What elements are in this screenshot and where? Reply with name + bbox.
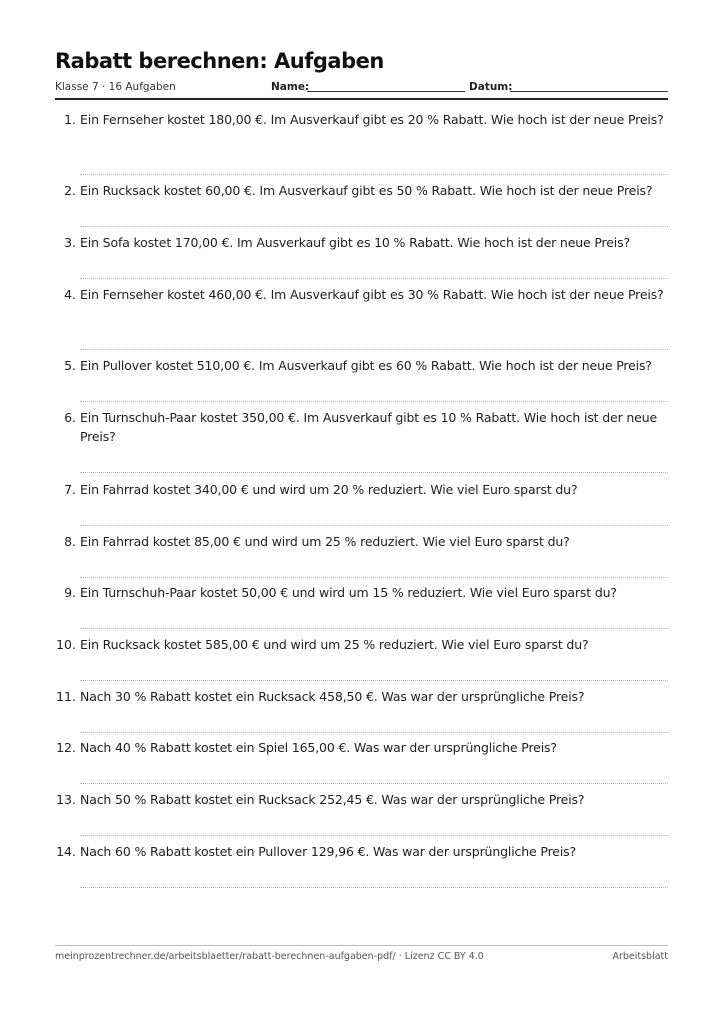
task-number: 1. [64, 112, 76, 127]
task-text: Nach 30 % Rabatt kostet ein Rucksack 458,50 €. Was war der ursprüngliche Preis? [80, 689, 585, 704]
answer-line[interactable] [80, 680, 668, 681]
task-number: 12. [56, 740, 76, 755]
answer-line[interactable] [80, 783, 668, 784]
worksheet [55, 0, 668, 1024]
date-label: Datum: [469, 81, 513, 93]
task-text: Ein Rucksack kostet 60,00 €. Im Ausverkauf gibt es 50 % Rabatt. Wie hoch ist der neue Preis? [80, 183, 653, 198]
answer-line[interactable] [80, 349, 668, 350]
task-number: 5. [64, 358, 76, 373]
answer-line[interactable] [80, 525, 668, 526]
task-number: 9. [64, 585, 76, 600]
task-text: Ein Pullover kostet 510,00 €. Im Ausverkauf gibt es 60 % Rabatt. Wie hoch ist der neue Preis? [80, 358, 652, 373]
footer-label: Arbeitsblatt [612, 951, 668, 962]
task-number: 2. [64, 183, 76, 198]
answer-line[interactable] [80, 174, 668, 175]
page-title: Rabatt berechnen: Aufgaben [55, 49, 384, 73]
task-text: Ein Fahrrad kostet 340,00 € und wird um 20 % reduziert. Wie viel Euro sparst du? [80, 482, 578, 497]
date-field[interactable] [510, 91, 668, 92]
task-number: 8. [64, 534, 76, 549]
footer-source: meinprozentrechner.de/arbeitsblaetter/rabatt-berechnen-aufgaben-pdf/ · Lizenz CC BY 4.0 [55, 951, 484, 962]
name-field[interactable] [307, 91, 465, 92]
task-text: Nach 50 % Rabatt kostet ein Rucksack 252,45 €. Was war der ursprüngliche Preis? [80, 792, 585, 807]
task-number: 10. [56, 637, 76, 652]
task-text: Nach 60 % Rabatt kostet ein Pullover 129,96 €. Was war der ursprüngliche Preis? [80, 844, 576, 859]
task-number: 6. [64, 410, 76, 425]
task-number: 14. [56, 844, 76, 859]
task-number: 3. [64, 235, 76, 250]
answer-line[interactable] [80, 401, 668, 402]
answer-line[interactable] [80, 278, 668, 279]
name-label: Name: [271, 81, 310, 93]
task-number: 7. [64, 482, 76, 497]
task-number: 11. [56, 689, 76, 704]
task-text: Nach 40 % Rabatt kostet ein Spiel 165,00 €. Was war der ursprüngliche Preis? [80, 740, 557, 755]
answer-line[interactable] [80, 226, 668, 227]
worksheet-subtitle: Klasse 7 · 16 Aufgaben [55, 81, 176, 93]
task-text: Ein Fernseher kostet 460,00 €. Im Ausverkauf gibt es 30 % Rabatt. Wie hoch ist der neue Preis? [80, 287, 664, 302]
answer-line[interactable] [80, 835, 668, 836]
answer-line[interactable] [80, 472, 668, 473]
answer-line[interactable] [80, 887, 668, 888]
task-number: 4. [64, 287, 76, 302]
worksheet-meta [55, 80, 668, 96]
answer-line[interactable] [80, 577, 668, 578]
task-text: Ein Turnschuh-Paar kostet 350,00 €. Im Ausverkauf gibt es 10 % Rabatt. Wie hoch ist der neue Preis? [80, 410, 658, 444]
task-text: Ein Sofa kostet 170,00 €. Im Ausverkauf gibt es 10 % Rabatt. Wie hoch ist der neue Preis? [80, 235, 630, 250]
task-text: Ein Rucksack kostet 585,00 € und wird um 25 % reduziert. Wie viel Euro sparst du? [80, 637, 589, 652]
task-text: Ein Turnschuh-Paar kostet 50,00 € und wird um 15 % reduziert. Wie viel Euro sparst du? [80, 585, 617, 600]
task-text: Ein Fernseher kostet 180,00 €. Im Ausverkauf gibt es 20 % Rabatt. Wie hoch ist der neue Preis? [80, 112, 664, 127]
answer-line[interactable] [80, 628, 668, 629]
task-number: 13. [56, 792, 76, 807]
task-text: Ein Fahrrad kostet 85,00 € und wird um 25 % reduziert. Wie viel Euro sparst du? [80, 534, 570, 549]
footer-divider [55, 945, 668, 946]
answer-line[interactable] [80, 732, 668, 733]
header-divider [55, 98, 668, 100]
